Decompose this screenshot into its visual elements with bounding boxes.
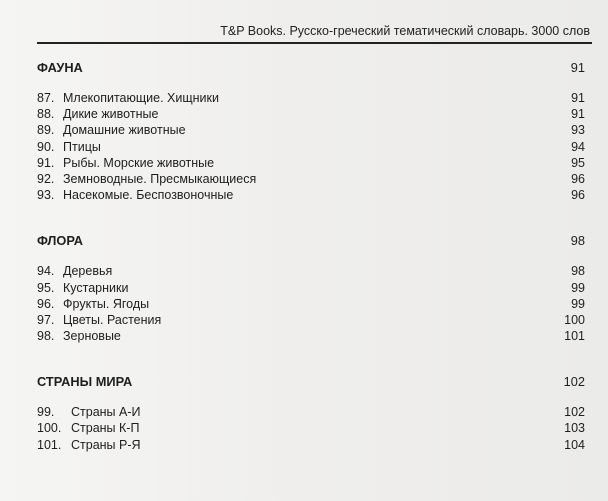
toc-entry — [37, 312, 585, 328]
toc-entry — [37, 263, 585, 279]
toc-entry — [37, 171, 585, 187]
entry-page: 103 — [564, 421, 585, 436]
entry-number: 95. — [37, 280, 55, 295]
toc-section-flora — [37, 233, 585, 249]
entry-page: 96 — [571, 188, 585, 203]
toc-entry — [37, 420, 585, 436]
entry-label: Страны Р-Я — [71, 437, 141, 452]
entry-page: 101 — [564, 329, 585, 344]
entry-page: 91 — [571, 107, 585, 122]
entry-label: Кустарники — [63, 280, 129, 295]
entry-label: Млекопитающие. Хищники — [63, 91, 219, 105]
entry-label: Насекомые. Беспозвоночные — [63, 188, 234, 203]
entry-page: 99 — [571, 280, 585, 295]
entry-number: 97. — [37, 312, 55, 327]
toc-entry — [37, 280, 585, 296]
entry-label: Рыбы. Морские животные — [63, 155, 215, 170]
entry-page: 91 — [571, 91, 585, 105]
table-of-contents — [37, 60, 585, 453]
section-page: 102 — [563, 374, 585, 390]
entry-number: 94. — [37, 264, 55, 279]
header-rule — [37, 42, 592, 44]
toc-entry — [37, 296, 585, 312]
section-title: ФЛОРА — [37, 233, 84, 249]
entry-number: 90. — [37, 139, 55, 154]
entry-number: 99. — [37, 405, 55, 420]
entry-page: 104 — [564, 437, 585, 452]
toc-entry — [37, 437, 585, 453]
entry-label: Страны К-П — [71, 421, 140, 436]
toc-entry — [37, 187, 585, 203]
toc-entry — [37, 122, 585, 138]
entry-label: Деревья — [63, 264, 113, 279]
toc-entry — [37, 404, 585, 420]
entry-number: 101. — [37, 437, 62, 452]
entry-page: 96 — [571, 171, 585, 186]
toc-entry — [37, 155, 585, 171]
section-page: 91 — [570, 60, 585, 75]
entry-page: 99 — [571, 296, 585, 311]
entry-label: Зерновые — [63, 329, 121, 344]
toc-entry — [37, 139, 585, 155]
toc-entry — [37, 328, 585, 344]
entry-number: 88. — [37, 107, 55, 122]
entry-number: 87. — [37, 91, 55, 105]
toc-section-countries — [37, 374, 585, 390]
section-page: 98 — [570, 233, 585, 249]
entry-number: 91. — [37, 155, 55, 170]
toc-section-fauna — [37, 60, 585, 76]
entry-label: Птицы — [63, 139, 101, 154]
entry-number: 89. — [37, 123, 55, 138]
entry-number: 96. — [37, 296, 55, 311]
entry-number: 100. — [37, 421, 62, 436]
toc-entry — [37, 106, 585, 122]
entry-label: Земноводные. Пресмыкающиеся — [63, 171, 257, 186]
section-title: ФАУНА — [37, 60, 83, 75]
entry-page: 95 — [571, 155, 585, 170]
running-header: T&P Books. Русско-греческий тематический словарь. 3000 слов — [220, 24, 590, 38]
entry-label: Цветы. Растения — [63, 312, 162, 327]
entry-label: Домашние животные — [63, 123, 186, 138]
entry-label: Страны А-И — [71, 405, 141, 420]
entry-label: Фрукты. Ягоды — [63, 296, 150, 311]
entry-page: 93 — [571, 123, 585, 138]
entry-page: 100 — [564, 312, 585, 327]
toc-entry — [37, 90, 585, 106]
entry-label: Дикие животные — [63, 107, 159, 122]
entry-number: 92. — [37, 171, 55, 186]
section-title: СТРАНЫ МИРА — [37, 374, 133, 390]
entry-page: 94 — [571, 139, 585, 154]
entry-page: 98 — [571, 264, 585, 279]
entry-number: 98. — [37, 329, 55, 344]
entry-page: 102 — [564, 405, 585, 420]
entry-number: 93. — [37, 188, 55, 203]
